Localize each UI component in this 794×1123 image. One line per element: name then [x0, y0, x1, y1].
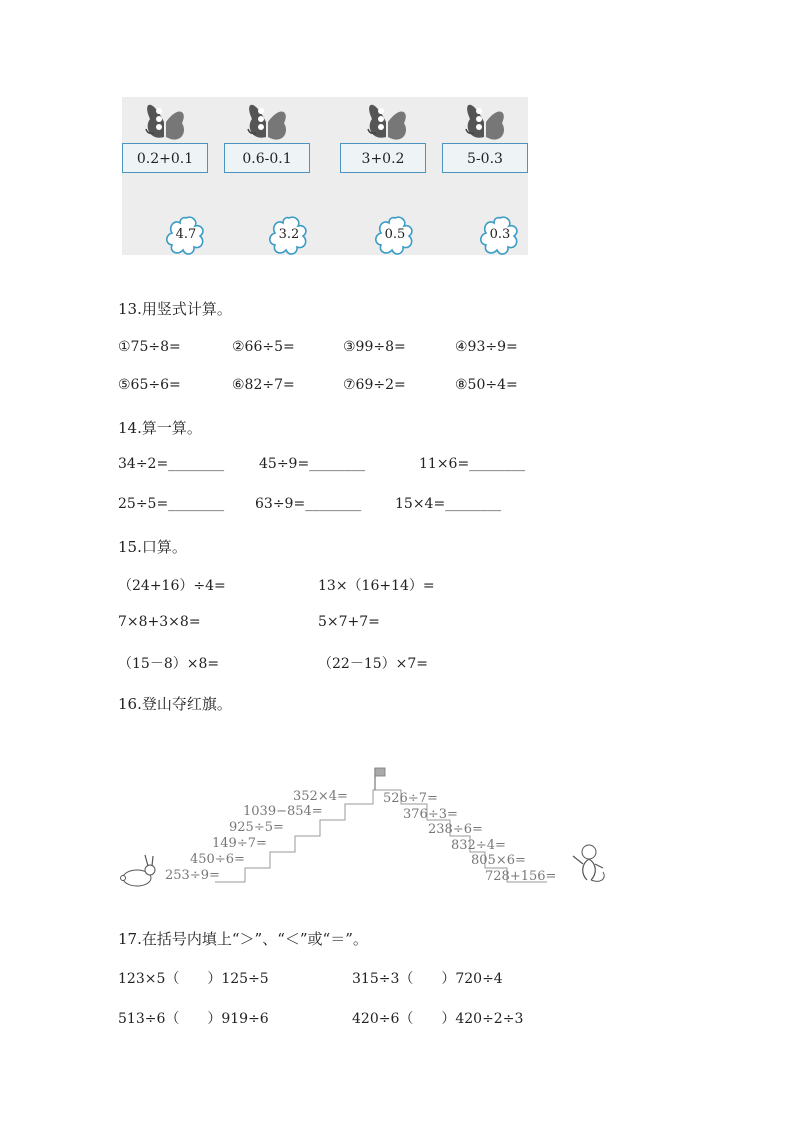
step-expression: 728+156= — [485, 869, 557, 884]
q13-item: ④93÷9= — [455, 339, 518, 355]
question-16-title: 16.登山夺红旗。 — [118, 695, 232, 713]
matching-panel — [122, 97, 528, 255]
step-expression: 352×4= — [293, 789, 348, 804]
question-15-title: 15.口算。 — [118, 538, 187, 556]
q13-item: ⑧50÷4= — [455, 377, 518, 393]
step-expression: 450÷6= — [190, 852, 245, 867]
step-expression: 253÷9= — [165, 868, 220, 883]
flower-label: 4.7 — [175, 227, 197, 242]
flower-answer — [478, 213, 522, 257]
butterfly-icon — [244, 97, 290, 147]
question-17-title: 17.在括号内填上“＞”、“＜”或“＝”。 — [118, 930, 368, 948]
step-expression: 925÷5= — [229, 820, 284, 835]
rabbit-icon — [119, 854, 159, 888]
step-expression: 832÷4= — [451, 838, 506, 853]
expression-card: 3+0.2 — [340, 143, 426, 173]
q14-item: 15×4=________ — [395, 496, 502, 512]
q14-item: 45÷9=________ — [259, 456, 366, 472]
q13-item: ③99÷8= — [343, 339, 406, 355]
q15-item: 5×7+7= — [318, 614, 380, 630]
butterfly-icon — [364, 97, 410, 147]
q14-item: 11×6=________ — [419, 456, 526, 472]
q13-item: ②66÷5= — [232, 339, 295, 355]
expression-card: 5-0.3 — [442, 143, 528, 173]
q17-item: 513÷6（ ）919÷6 — [118, 1011, 269, 1027]
q15-item: （24+16）÷4= — [118, 578, 226, 594]
step-expression: 376÷3= — [403, 807, 458, 822]
q14-item: 34÷2=________ — [118, 456, 225, 472]
q15-item: 13×（16+14）= — [318, 578, 435, 594]
monkey-icon — [569, 842, 609, 886]
flower-label: 3.2 — [278, 227, 300, 242]
step-expression: 238÷6= — [428, 822, 483, 837]
butterfly-icon — [142, 97, 188, 147]
q15-item: （22－15）×7= — [318, 656, 428, 672]
expression-card: 0.6-0.1 — [224, 143, 310, 173]
step-expression: 149÷7= — [212, 836, 267, 851]
q17-item: 123×5（ ）125÷5 — [118, 971, 269, 987]
q15-item: 7×8+3×8= — [118, 614, 201, 630]
q13-item: ⑥82÷7= — [232, 377, 295, 393]
q13-item: ⑤65÷6= — [118, 377, 181, 393]
flower-answer — [164, 213, 208, 257]
flower-label: 0.3 — [489, 227, 511, 242]
step-expression: 1039−854= — [243, 804, 323, 819]
flower-answer — [267, 213, 311, 257]
flower-answer — [373, 213, 417, 257]
q14-item: 63÷9=________ — [255, 496, 362, 512]
flower-label: 0.5 — [384, 227, 406, 242]
butterfly-icon — [462, 97, 508, 147]
step-expression: 526÷7= — [383, 791, 438, 806]
question-13-title: 13.用竖式计算。 — [118, 300, 232, 318]
q15-item: （15－8）×8= — [118, 656, 220, 672]
q14-item: 25÷5=________ — [118, 496, 225, 512]
expression-card: 0.2+0.1 — [122, 143, 208, 173]
question-14-title: 14.算一算。 — [118, 419, 202, 437]
q17-item: 420÷6（ ）420÷2÷3 — [352, 1011, 524, 1027]
q13-item: ⑦69÷2= — [343, 377, 406, 393]
q13-item: ①75÷8= — [118, 339, 181, 355]
q17-item: 315÷3（ ）720÷4 — [352, 971, 503, 987]
mountain-diagram — [115, 760, 615, 892]
step-expression: 805×6= — [471, 853, 526, 868]
